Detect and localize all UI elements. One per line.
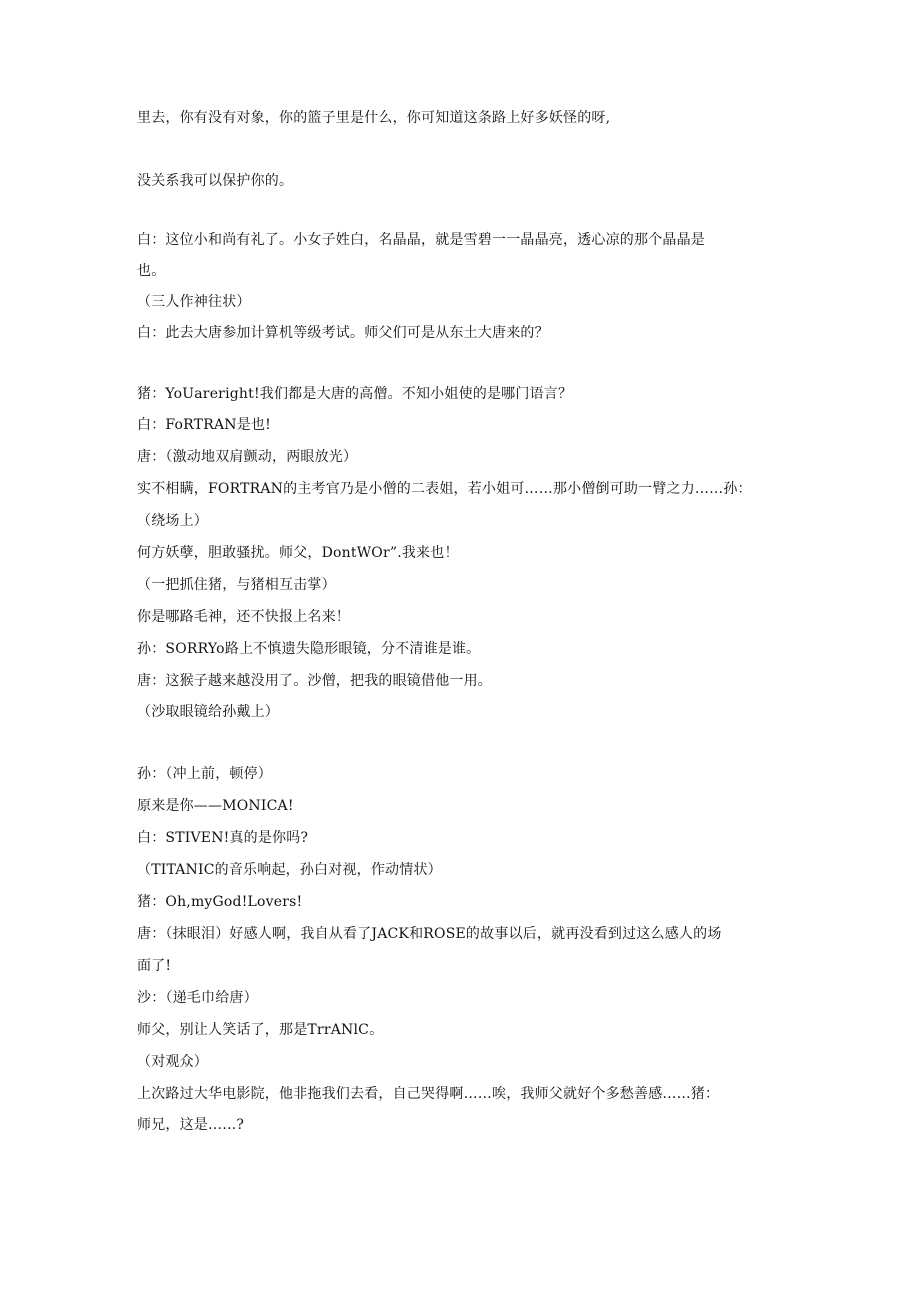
- text-line: 里去，你有没有对象，你的篮子里是什么，你可知道这条路上好多妖怪的呀,: [137, 110, 611, 126]
- text-line: 白：此去大唐参加计算机等级考试。师父们可是从东土大唐来的？: [137, 325, 549, 341]
- text-line: 猪：YoUareright!我们都是大唐的高僧。不知小姐使的是哪门语言？: [137, 386, 573, 402]
- text-line: 你是哪路毛神，还不快报上名来！: [137, 609, 350, 625]
- stage-direction: （沙取眼镜给孙戴上）: [137, 704, 279, 720]
- text-line: 白：FoRTRAN是也!: [137, 417, 271, 433]
- text-line: 师父，别让人笑话了，那是TrrANlC。: [137, 1022, 384, 1038]
- text-line: 唐：（激动地双肩颤动，两眼放光）: [137, 449, 358, 465]
- text-line: 也。: [137, 263, 166, 279]
- stage-direction: （对观众）: [137, 1054, 208, 1070]
- text-line: 孙：SORRYo路上不慎遗失隐形眼镜，分不清谁是谁。: [137, 641, 481, 657]
- text-line: 上次路过大华电影院，他非拖我们去看，自己哭得啊……唉，我师父就好个多愁善感……猪：: [137, 1086, 720, 1102]
- text-line: 何方妖孽，胆敢骚扰。师父，DontWOr”.我来也！: [137, 545, 459, 561]
- stage-direction: （三人作神往状）: [137, 294, 251, 310]
- stage-direction: （TITANIC的音乐响起，孙白对视，作动情状）: [137, 862, 442, 878]
- text-line: 没关系我可以保护你的。: [137, 173, 294, 189]
- text-line: 实不相瞒，FORTRAN的主考官乃是小僧的二表姐，若小姐可……那小僧倒可助一臂之力……孙：: [137, 481, 752, 497]
- text-line: 沙：（递毛巾给唐）: [137, 990, 258, 1006]
- text-line: 面了!: [137, 958, 172, 974]
- text-line: 唐：（抹眼泪）好感人啊，我自从看了JACK和ROSE的故事以后，就再没看到过这么感人的场: [137, 926, 722, 942]
- text-line: 白：这位小和尚有礼了。小女子姓白，名晶晶，就是雪碧一一晶晶亮，透心凉的那个晶晶是: [137, 232, 705, 248]
- text-line: 孙：（冲上前，顿停）: [137, 766, 272, 782]
- text-line: 唐：这猴子越来越没用了。沙僧，把我的眼镜借他一用。: [137, 673, 492, 689]
- stage-direction: （绕场上）: [137, 513, 208, 529]
- text-line: 师兄，这是……?: [137, 1117, 245, 1133]
- text-line: 原来是你——MONICA!: [137, 798, 294, 814]
- text-line: 猪：Oh,myGod!Lovers!: [137, 894, 303, 910]
- stage-direction: （一把抓住猪，与猪相互击掌）: [137, 577, 336, 593]
- text-line: 白：STIVEN!真的是你吗?: [137, 830, 309, 846]
